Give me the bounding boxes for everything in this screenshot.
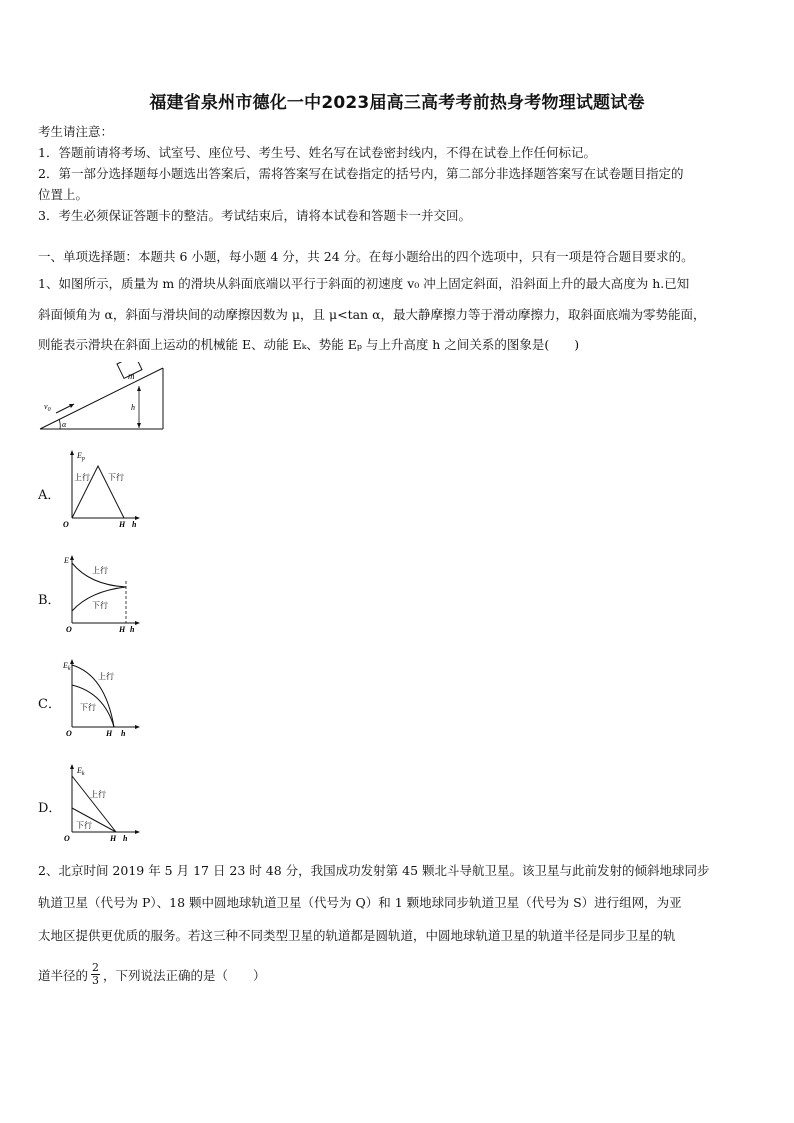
x-axis-label: h (130, 625, 135, 634)
option-c-graph[interactable] (60, 655, 144, 739)
notice-item-3: 3．考生必须保证答题卡的整洁。考试结束后，请将本试卷和答题卡一并交回。 (38, 208, 471, 223)
up-label: 上行 (98, 672, 114, 681)
y-axis-label: E (77, 451, 82, 460)
x-axis-label: h (121, 729, 126, 738)
q2-last-prefix: 道半径的 (38, 967, 89, 983)
svg-text:Ek (62, 661, 71, 672)
option-b-label[interactable]: B． (38, 593, 61, 608)
x-end-label: H (106, 729, 113, 738)
origin-label: O (64, 834, 70, 843)
origin-label: O (66, 625, 72, 634)
q2-last-suffix: ，下列说法正确的是（ ） (103, 967, 266, 983)
q1-line-3: 则能表示滑块在斜面上运动的机械能 E、动能 Eₖ、势能 Eₚ 与上升高度 h 之间关系的图象是( ) (38, 337, 580, 352)
up-label: 上行 (74, 473, 90, 482)
option-d-graph[interactable] (60, 760, 144, 844)
mass-label: m (128, 371, 135, 381)
angle-label: α (62, 420, 67, 429)
y-axis-label: E (64, 556, 69, 565)
x-end-label: H (110, 834, 117, 843)
q1-line-2: 斜面倾角为 α，斜面与滑块间的动摩擦因数为 μ，且 μ<tan α，最大静摩擦力等于滑动摩擦力，取斜面底端为零势能面， (38, 307, 706, 322)
y-axis-label: E (77, 766, 82, 775)
up-label: 上行 (90, 790, 106, 799)
y-axis-sub: k (81, 771, 85, 777)
y-axis-sub: k (67, 666, 71, 672)
notice-item-2: 2．第一部分选择题每小题选出答案后，需将答案写在试卷指定的括号内，第二部分非选择题答案写在试卷题目指定的 (38, 166, 684, 181)
velocity-sub: 0 (47, 407, 51, 413)
incline-figure (36, 362, 166, 434)
q2-line-3: 太地区提供更优质的服务。若这三种不同类型卫星的轨道都是圆轨道，中圆地球轨道卫星的轨道半径是同步卫星的轨 (38, 928, 676, 943)
option-b-graph[interactable] (60, 551, 144, 635)
q1-line-1: 1、如图所示，质量为 m 的滑块从斜面底端以平行于斜面的初速度 v₀ 冲上固定斜面，沿斜面上升的最大高度为 h.已知 (38, 276, 690, 291)
fraction-numerator: 2 (92, 961, 100, 974)
x-axis-label: h (123, 834, 128, 843)
section-heading: 一、单项选择题：本题共 6 小题，每小题 4 分，共 24 分。在每小题给出的四个选项中，只有一项是符合题目要求的。 (38, 249, 694, 264)
q2-line-4 (38, 962, 266, 987)
down-label: 下行 (108, 473, 124, 482)
origin-label: O (63, 520, 69, 529)
option-a-label[interactable]: A． (38, 488, 61, 503)
notice-item-1: 1．答题前请将考场、试室号、座位号、考生号、姓名写在试卷密封线内，不得在试卷上作任何标记。 (38, 145, 596, 160)
y-axis-sub: p (81, 456, 85, 462)
page-title: 福建省泉州市德化一中2023届高三高考考前热身考物理试题试卷 (149, 93, 645, 113)
notice-item-2-cont: 位置上。 (38, 187, 89, 202)
fraction (91, 962, 100, 987)
option-a-graph[interactable] (60, 446, 144, 530)
svg-text:Ep (76, 451, 85, 462)
notice-heading: 考生请注意： (38, 124, 114, 139)
q2-line-1: 2、北京时间 2019 年 5 月 17 日 23 时 48 分，我国成功发射第 45 颗北斗导航卫星。该卫星与此前发射的倾斜地球同步 (38, 863, 710, 878)
option-d-label[interactable]: D． (38, 801, 62, 816)
velocity-label: v (44, 402, 48, 411)
origin-label: O (66, 729, 72, 738)
height-label: h (131, 403, 135, 412)
down-label: 下行 (80, 703, 96, 712)
down-label: 下行 (92, 601, 108, 610)
svg-text:Ek (76, 766, 85, 777)
x-axis-label: h (132, 520, 137, 529)
fraction-denominator: 3 (92, 974, 100, 987)
x-end-label: H (119, 625, 126, 634)
x-end-label: H (119, 520, 126, 529)
svg-text:v0 (44, 402, 51, 413)
option-c-label[interactable]: C． (38, 697, 61, 712)
svg-text:E (63, 556, 69, 565)
down-label: 下行 (76, 821, 92, 830)
q2-line-2: 轨道卫星（代号为 P）、18 颗中圆地球轨道卫星（代号为 Q）和 1 颗地球同步轨道卫星（代号为 S）进行组网，为亚 (38, 895, 682, 910)
up-label: 上行 (92, 566, 108, 575)
y-axis-label: E (63, 661, 68, 670)
